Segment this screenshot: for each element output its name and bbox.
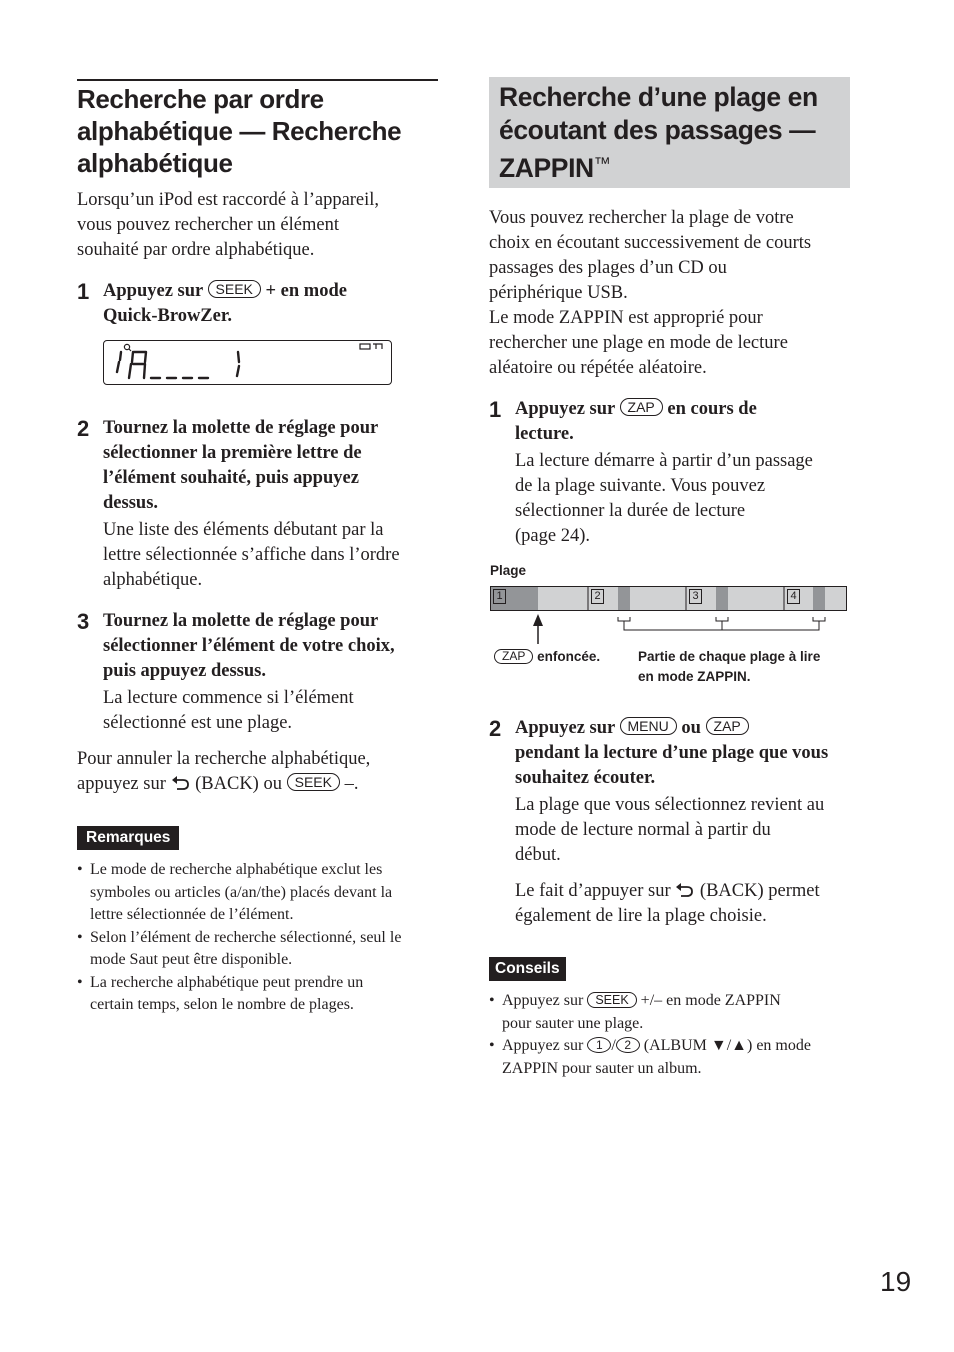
trademark-symbol: ™ <box>593 154 611 173</box>
zappin-part-label <box>638 647 820 686</box>
step-text: Appuyez sur <box>103 281 203 301</box>
seek-key: SEEK <box>208 280 261 298</box>
left-title-line: alphabétique <box>77 148 233 178</box>
right-section-title <box>499 81 849 185</box>
zap-key: ZAP <box>494 649 533 664</box>
tip-text: +/– en mode ZAPPIN <box>640 992 781 1009</box>
track-number: 1 <box>493 589 506 604</box>
step-body: également de lire la plage choisie. <box>515 906 767 926</box>
left-step2 <box>103 416 448 593</box>
step-number: 2 <box>489 716 502 741</box>
back-arrow-icon <box>675 882 695 898</box>
step-text: sélectionner la première lettre de <box>103 443 362 463</box>
step-number: 3 <box>77 609 90 634</box>
step-text: Tournez la molette de réglage pour <box>103 611 379 631</box>
cancel-text: (BACK) ou <box>195 774 282 794</box>
zappin-diagram <box>490 586 848 646</box>
tip-text: (ALBUM ▼/▲) en mode <box>643 1037 811 1054</box>
tip-text: pour sauter une plage. <box>502 1014 644 1032</box>
step-text: ou <box>681 718 701 738</box>
step-text: dessus. <box>103 493 159 513</box>
zap-key: ZAP <box>620 398 663 416</box>
notes-badge: Remarques <box>77 826 179 850</box>
step-text: Quick-BrowZer. <box>103 306 232 326</box>
list-item <box>77 859 447 927</box>
note-line: mode Saut peut être disponible. <box>90 951 293 968</box>
note-line: • Le mode de recherche alphabétique exclut les <box>90 861 383 878</box>
menu-key: MENU <box>620 717 677 735</box>
lcd-display-graphic <box>103 340 392 385</box>
left-title-line: alphabétique — Recherche <box>77 116 402 146</box>
step-number: 1 <box>489 397 502 422</box>
step-text: souhaitez écouter. <box>515 768 656 788</box>
cancel-line: Pour annuler la recherche alphabétique, <box>77 749 371 769</box>
intro-line: choix en écoutant successivement de courts <box>489 233 812 253</box>
note-line: • La recherche alphabétique peut prendre un <box>90 973 364 991</box>
seek-key: SEEK <box>587 992 636 1008</box>
diagram-text: en mode ZAPPIN. <box>638 668 751 684</box>
diagram-text: Partie de chaque plage à lire <box>638 649 821 664</box>
right-title-line: ZAPPIN <box>499 153 594 183</box>
step-text: l’élément souhaité, puis appuyez <box>103 468 359 488</box>
number-1-key: 1 <box>587 1037 611 1053</box>
list-item <box>489 1035 854 1080</box>
zap-pressed-label <box>494 647 600 666</box>
title-rule <box>77 79 438 81</box>
left-title-line: Recherche par ordre <box>77 84 324 114</box>
back-arrow-icon <box>171 775 191 791</box>
list-item <box>77 927 447 972</box>
lcd-display <box>103 340 392 385</box>
right-step2 <box>515 716 860 929</box>
intro-line: souhaité par ordre alphabétique. <box>77 240 315 260</box>
intro-line: vous pouvez rechercher un élément <box>77 215 339 235</box>
track-number: 2 <box>591 589 604 604</box>
cancel-text: –. <box>344 774 359 794</box>
intro-line: passages des plages d’un CD ou <box>489 258 727 278</box>
step-body: début. <box>515 845 561 865</box>
right-step1 <box>515 397 855 549</box>
zap-key: ZAP <box>706 717 749 735</box>
tip-text: Appuyez sur <box>502 1037 584 1054</box>
right-intro <box>489 206 854 381</box>
left-step1 <box>103 279 443 329</box>
notes-list <box>77 859 447 1017</box>
step-body: lettre sélectionnée s’affiche dans l’ordre <box>103 545 400 565</box>
note-line: symboles ou articles (a/an/the) placés devant la <box>90 883 393 901</box>
tip-text: / <box>611 1037 616 1054</box>
step-text: sélectionner l’élément de votre choix, <box>103 636 395 656</box>
step-text: Appuyez sur <box>515 399 615 419</box>
step-text: pendant la lecture d’une plage que vous <box>515 743 829 763</box>
track-number: 4 <box>787 589 800 604</box>
note-line: certain temps, selon le nombre de plages. <box>90 996 354 1013</box>
intro-line: périphérique USB. <box>489 283 628 303</box>
tips-list <box>489 990 854 1080</box>
diagram-track-label: Plage <box>490 563 527 578</box>
right-title-line: Recherche d’une plage en <box>499 82 818 112</box>
tip-text: Appuyez sur <box>502 992 584 1009</box>
step-body: Le fait d’appuyer sur <box>515 881 671 901</box>
step-body: alphabétique. <box>103 570 203 590</box>
step-body: mode de lecture normal à partir du <box>515 820 771 840</box>
step-number: 1 <box>77 279 90 304</box>
step-body: La lecture démarre à partir d’un passage <box>515 451 813 471</box>
intro-line: Vous pouvez rechercher la plage de votre <box>489 208 794 228</box>
step-body: Une liste des éléments débutant par la <box>103 520 384 540</box>
track-number: 3 <box>689 589 702 604</box>
tip-text: ZAPPIN pour sauter un album. <box>502 1059 702 1077</box>
step-body: (BACK) permet <box>699 881 820 901</box>
tips-badge: Conseils <box>489 957 566 981</box>
step-body: de la plage suivante. Vous pouvez <box>515 476 766 496</box>
note-line: • Selon l’élément de recherche sélectionné, seul le <box>90 928 402 946</box>
step-text: lecture. <box>515 424 574 444</box>
number-2-key: 2 <box>616 1037 640 1053</box>
list-item <box>489 990 854 1035</box>
step-body: (page 24). <box>515 526 590 546</box>
step-text: Appuyez sur <box>515 718 615 738</box>
step-body: sélectionné est une plage. <box>103 713 293 733</box>
left-step3 <box>103 609 448 736</box>
step-number: 2 <box>77 416 90 441</box>
right-title-line: écoutant des passages — <box>499 115 816 145</box>
step-text: + en mode <box>265 281 347 301</box>
step-body: La lecture commence si l’élément <box>103 688 354 708</box>
note-line: lettre sélectionnée de l’élément. <box>90 906 294 923</box>
intro-line: Le mode ZAPPIN est approprié pour <box>489 308 763 328</box>
cancel-instructions <box>77 747 447 797</box>
intro-line: aléatoire ou répétée aléatoire. <box>489 358 707 378</box>
step-body: sélectionner la durée de lecture <box>515 501 746 521</box>
intro-line: Lorsqu’un iPod est raccordé à l’appareil, <box>77 190 380 210</box>
diagram-text: enfoncée. <box>537 649 601 664</box>
step-text: Tournez la molette de réglage pour <box>103 418 379 438</box>
intro-line: rechercher une plage en mode de lecture <box>489 333 788 353</box>
left-section-title <box>77 83 447 179</box>
step-text: puis appuyez dessus. <box>103 661 266 681</box>
page-number: 19 <box>880 1266 912 1297</box>
seek-key: SEEK <box>287 773 340 791</box>
step-text: en cours de <box>667 399 757 419</box>
step-body: La plage que vous sélectionnez revient au <box>515 795 825 815</box>
list-item <box>77 972 447 1017</box>
left-intro <box>77 188 447 263</box>
cancel-text: appuyez sur <box>77 774 166 794</box>
